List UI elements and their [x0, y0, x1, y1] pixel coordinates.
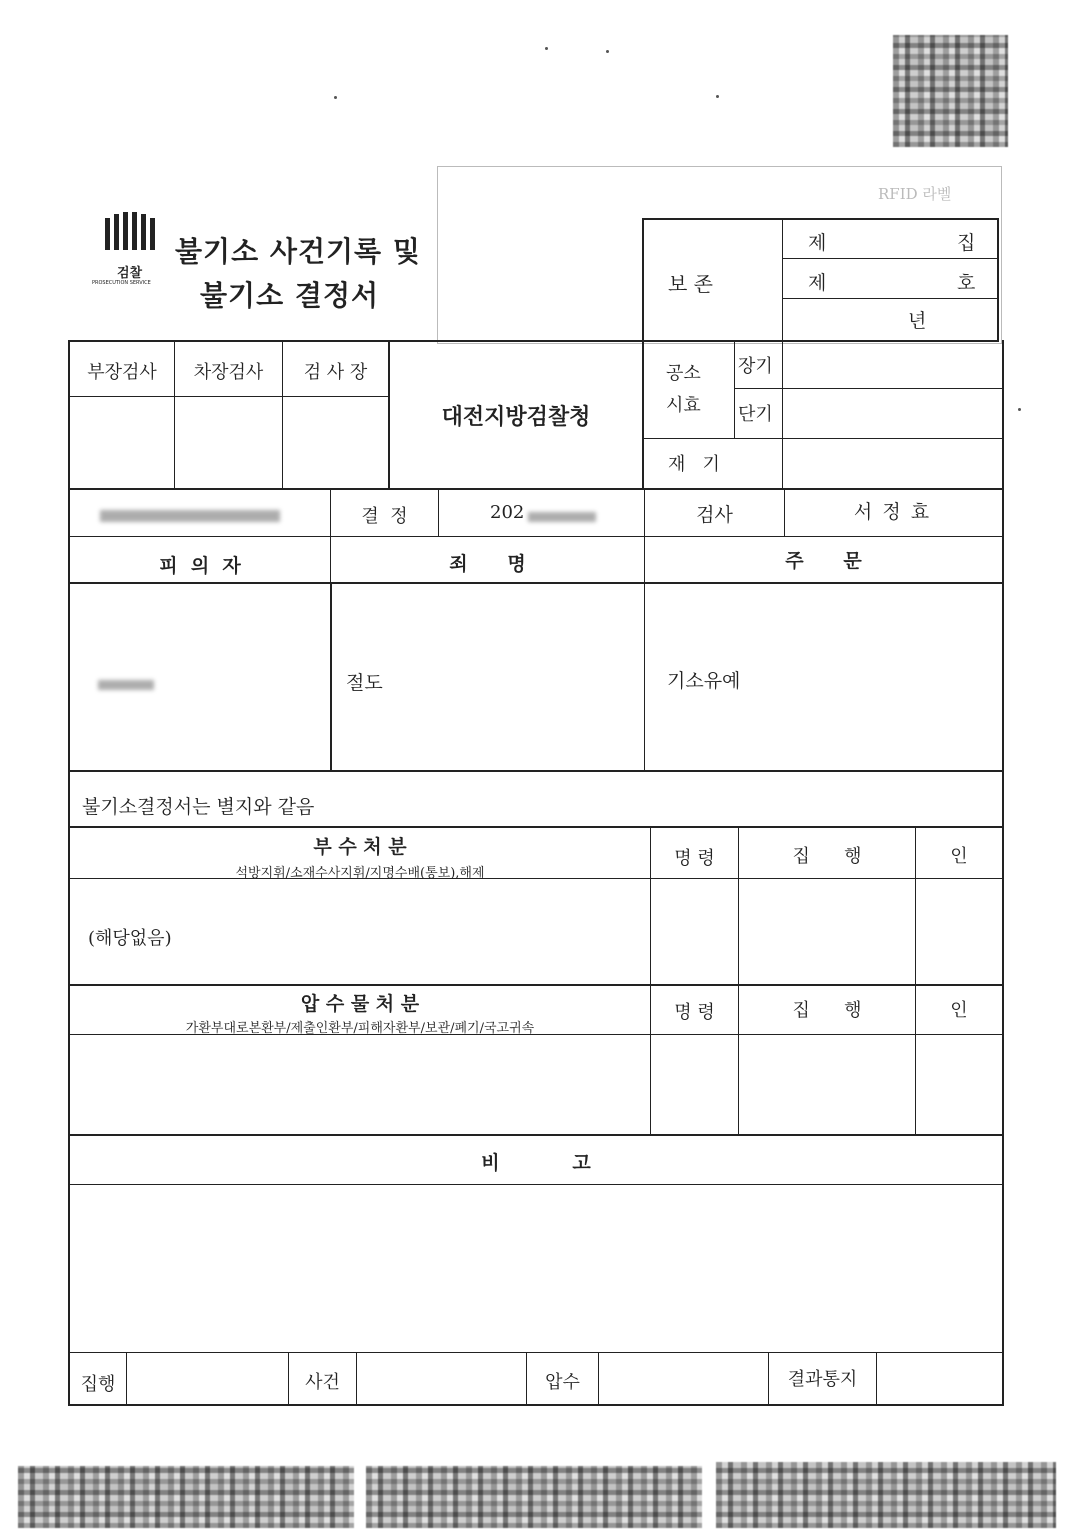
qr-code-top	[893, 35, 1008, 147]
order-value: 기소유예	[667, 670, 741, 692]
charge-value: 절도	[346, 672, 383, 694]
barcode-strip-1	[18, 1466, 354, 1528]
barcode-strip-2	[366, 1466, 702, 1528]
decision-note: 불기소결정서는 별지와 같음	[82, 796, 315, 818]
order-header: 주 문	[785, 550, 862, 572]
supplementary-title: 부 수 처 분	[313, 836, 407, 858]
approval-box-3: 검 사 장	[303, 362, 368, 383]
logo-subtext: PROSECUTION SERVICE	[92, 280, 151, 286]
limitation-long: 장기	[738, 356, 773, 377]
footer-notice: 결과통지	[787, 1369, 858, 1390]
decision-date-redacted	[528, 512, 596, 522]
charge-header: 죄 명	[449, 553, 526, 575]
footer-case: 사건	[305, 1372, 340, 1393]
approval-box-1: 부장검사	[87, 362, 157, 383]
preservation-row1-right: 집	[957, 232, 976, 254]
limitation-label: 공소 시효	[666, 363, 701, 416]
supplementary-subtitle: 석방지휘/소재수사지휘/지명수배(통보),해제	[235, 866, 485, 881]
prosecutors-office: 대전지방검찰청	[441, 404, 591, 430]
seizure-execute: 집 행	[792, 1000, 862, 1021]
supplementary-execute: 집 행	[792, 846, 862, 867]
suspect-name-redacted	[98, 680, 154, 690]
preservation-row2-left: 제	[808, 272, 827, 294]
prosecutor-label: 검사	[696, 504, 733, 526]
footer-seizure: 압수	[545, 1372, 580, 1393]
seizure-subtitle: 가환부대로본환부/제출인환부/피해자환부/보관/폐기/국고귀속	[185, 1021, 535, 1036]
document-title-line1: 불기소 사건기록 및	[175, 235, 421, 268]
prosecution-logo-icon	[103, 212, 159, 252]
preservation-row2-right: 호	[957, 272, 976, 294]
speckle	[606, 50, 609, 53]
seizure-command: 명 령	[674, 1002, 715, 1023]
preservation-year: 년	[908, 310, 927, 332]
barcode-strip-3	[716, 1462, 1056, 1528]
case-number-redacted	[100, 510, 280, 522]
speckle	[1018, 408, 1021, 411]
supplementary-seal: 인	[950, 846, 968, 867]
rfid-label: RFID 라벨	[878, 185, 952, 203]
remarks-title: 비 고	[481, 1152, 591, 1174]
seizure-seal: 인	[950, 1000, 968, 1021]
decision-label: 결 정	[361, 506, 408, 527]
suspect-header: 피 의 자	[159, 555, 241, 577]
seizure-title: 압 수 물 처 분	[300, 993, 420, 1015]
approval-box-2: 차장검사	[193, 362, 264, 383]
speckle	[334, 96, 337, 99]
document-title-line2: 불기소 결정서	[200, 279, 380, 312]
prosecutor-name: 서 정 효	[853, 501, 932, 523]
limitation-short: 단기	[738, 404, 773, 425]
supplementary-content: (해당없음)	[88, 928, 172, 949]
preservation-label: 보 존	[668, 272, 713, 296]
speckle	[545, 47, 548, 50]
supplementary-command: 명 령	[674, 848, 715, 869]
preservation-row1-left: 제	[808, 232, 827, 254]
recurrence-label: 재 기	[668, 454, 720, 475]
logo-text: 검찰	[117, 266, 143, 281]
decision-date: 202	[490, 502, 525, 523]
speckle	[716, 95, 719, 98]
footer-exec: 집행	[80, 1374, 116, 1395]
